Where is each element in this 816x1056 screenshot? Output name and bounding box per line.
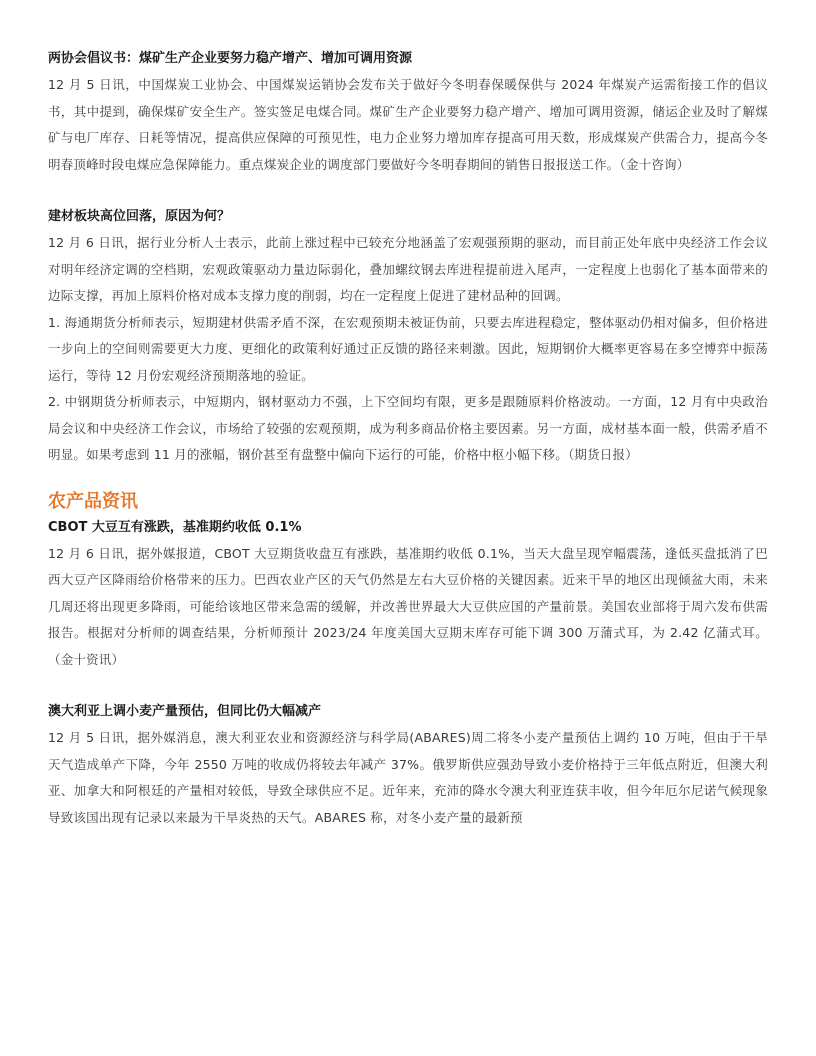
- article-paragraph: 12 月 5 日讯，中国煤炭工业协会、中国煤炭运销协会发布关于做好今冬明春保暖保供与 2024 年煤炭产运需衔接工作的倡议书，其中提到，确保煤矿安全生产。签实签足电煤合同。煤矿生产企业要努力稳产增产、增加可调用资源，储运企业及时了解煤矿与电厂库存、日耗等情况，提高供应保障的可预见性，电力企业努力增加库存提高可用天数，形成煤炭产供需合力，提高今冬明春顶峰时段电煤应急保障能力。重点煤炭企业的调度部门要做好今冬明春期间的销售日报报送工作。（金十咨询）: [48, 77, 768, 172]
- article-title: 两协会倡议书：煤矿生产企业要努力稳产增产、增加可调用资源: [48, 51, 413, 66]
- document-page: [48, 48, 768, 831]
- article-title: CBOT 大豆互有涨跌，基准期约收低 0.1%: [48, 519, 302, 535]
- article-paragraph: 2. 中钢期货分析师表示，中短期内，钢材驱动力不强，上下空间均有限，更多是跟随原料价格波动。一方面，12 月有中央政治局会议和中央经济工作会议，市场给了较强的宏观预期，成为利多商品价格主要因素。另一方面，成材基本面一般，供需矛盾不明显。如果考虑到 11 月的涨幅，钢价甚至有盘整中偏向下运行的可能，价格中枢小幅下移。（期货日报）: [48, 394, 768, 462]
- article-title: 澳大利亚上调小麦产量预估，但同比仍大幅减产: [48, 704, 322, 719]
- article-paragraph: 12 月 5 日讯，据外媒消息，澳大利亚农业和资源经济与科学局(ABARES)周二将冬小麦产量预估上调约 10 万吨，但由于干旱天气造成单产下降，今年 2550 万吨的收成仍将较去年减产 37%。俄罗斯供应强劲导致小麦价格持于三年低点附近，但澳大利亚、加拿大和阿根廷的产量相对较低，导致全球供应不足。近年来，充沛的降水令澳大利亚连获丰收，但今年厄尔尼诺气候现象导致该国出现有记录以来最为干旱炎热的天气。ABARES 称，对冬小麦产量的最新预: [48, 730, 768, 825]
- section-title: 农产品资讯: [48, 490, 138, 512]
- spacer: [48, 673, 768, 701]
- article-paragraph: 12 月 6 日讯，据外媒报道，CBOT 大豆期货收盘互有涨跌，基准期约收低 0.1%，当天大盘呈现窄幅震荡，逢低买盘抵消了巴西大豆产区降雨给价格带来的压力。巴西农业产区的天气仍然是左右大豆价格的关键因素。近来干旱的地区出现倾盆大雨，未来几周还将出现更多降雨，可能给该地区带来急需的缓解，并改善世界最大大豆供应国的产量前景。美国农业部将于周六发布供需报告。根据对分析师的调查结果，分析师预计 2023/24 年度美国大豆期末库存可能下调 300 万蒲式耳，为 2.42 亿蒲式耳。（金十资讯）: [48, 545, 768, 667]
- spacer: [48, 469, 768, 487]
- article-title: 建材板块高位回落，原因为何？: [48, 209, 231, 224]
- spacer: [48, 178, 768, 206]
- article-paragraph: 1. 海通期货分析师表示，短期建材供需矛盾不深，在宏观预期未被证伪前，只要去库进程稳定，整体驱动仍相对偏多，但价格进一步向上的空间则需要更大力度、更细化的政策利好通过正反馈的路径来刺激。因此，短期钢价大概率更容易在多空博弈中振荡运行，等待 12 月份宏观经济预期落地的验证。: [48, 314, 768, 383]
- article-paragraph: 12 月 6 日讯，据行业分析人士表示，此前上涨过程中已较充分地涵盖了宏观强预期的驱动，而目前正处年底中央经济工作会议对明年经济定调的空档期，宏观政策驱动力量边际弱化，叠加螺纹钢去库进程提前进入尾声，一定程度上也弱化了基本面带来的边际支撑，再加上原料价格对成本支撑力度的削弱，均在一定程度上促进了建材品种的回调。: [48, 235, 768, 303]
